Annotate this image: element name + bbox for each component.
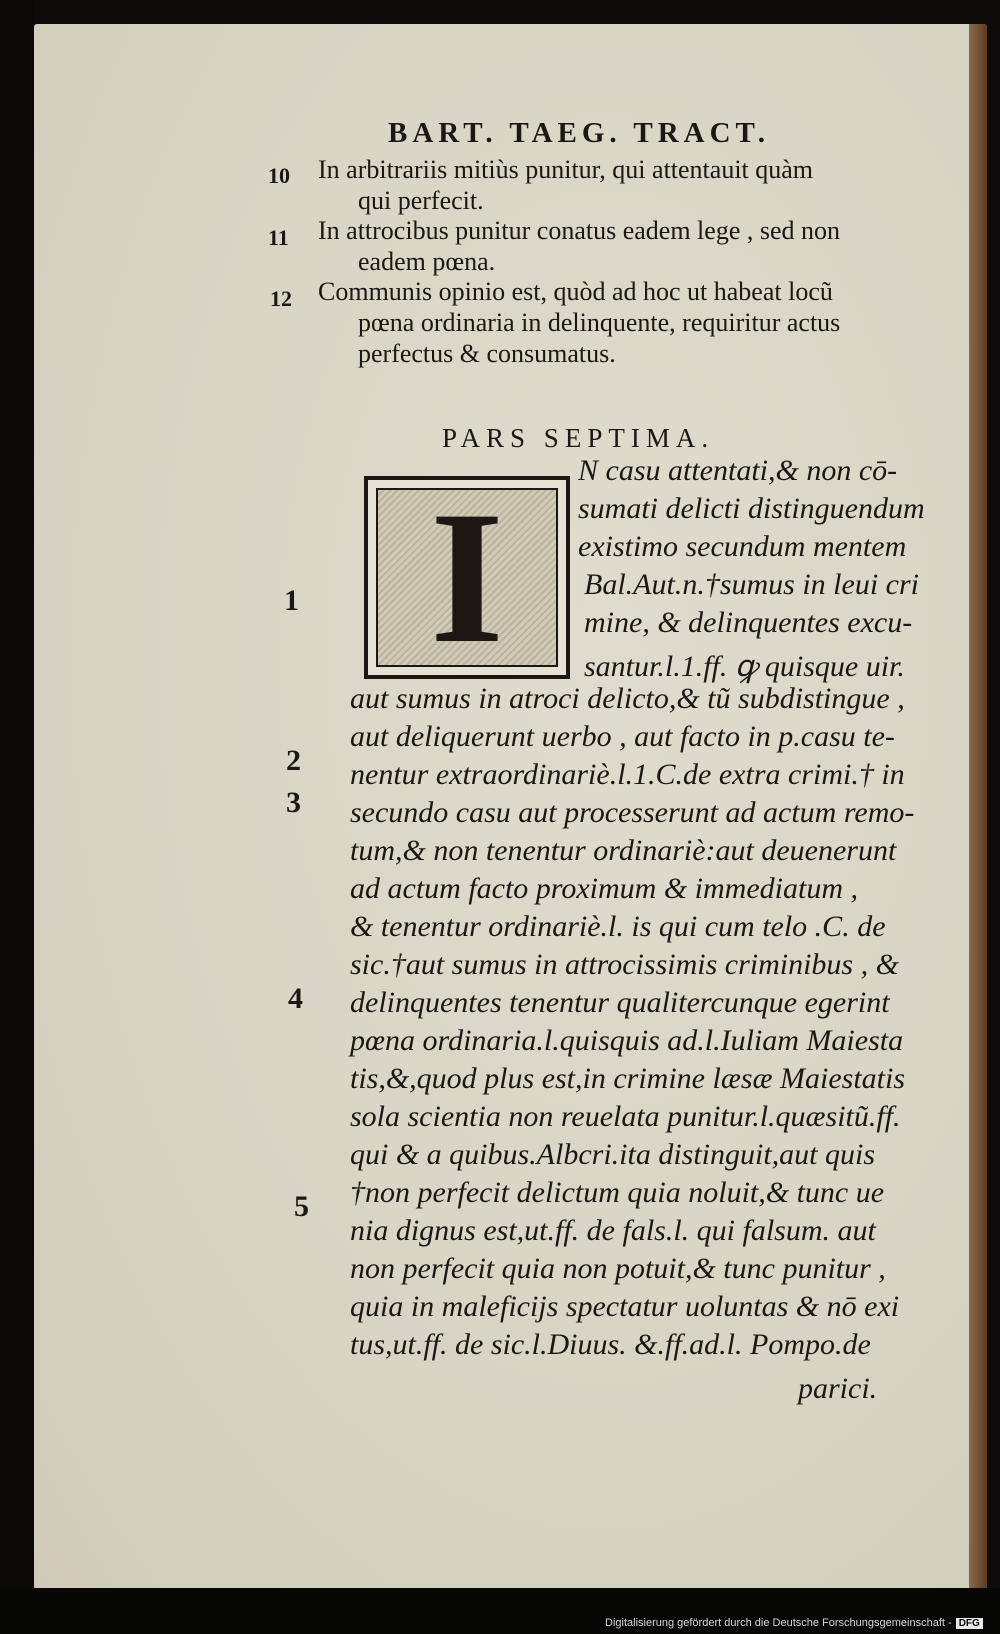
text-line: Bal.Aut.n.†sumus in leui cri (584, 568, 919, 601)
text-line: aut sumus in atroci delicto,& tũ subdistingue , (350, 682, 905, 715)
summary-line: qui perfecit. (358, 186, 484, 215)
left-background (0, 0, 34, 1634)
margin-number: 1 (284, 584, 299, 617)
margin-number: 4 (288, 982, 303, 1015)
text-line: parici. (798, 1372, 878, 1405)
decorated-initial (364, 472, 570, 683)
margin-number: 5 (294, 1190, 309, 1223)
text-line: quia in maleficijs spectatur uoluntas & nō exi (350, 1290, 900, 1323)
margin-number: 3 (286, 786, 301, 819)
summary-line: Communis opinio est, quòd ad hoc ut habeat locũ (318, 277, 833, 306)
text-line: secundo casu aut processerunt ad actum remo- (350, 796, 915, 829)
text-line: mine, & delinquentes excu- (584, 606, 913, 639)
summary-line: eadem pœna. (358, 247, 496, 276)
text-line: tum,& non tenentur ordinariè:aut deuenerunt (350, 834, 897, 867)
summary-number: 10 (268, 163, 290, 188)
section-title: PARS SEPTIMA. (442, 423, 715, 453)
book-edge (969, 24, 987, 1590)
text-line: non perfecit quia non potuit,& tunc punitur , (350, 1252, 886, 1285)
text-line: aut deliquerunt uerbo , aut facto in p.casu te- (350, 720, 895, 753)
text-line: sumati delicti distinguendum (578, 492, 925, 525)
initial-letter: I (430, 472, 504, 683)
summary-line: In attrocibus punitur conatus eadem lege , sed non (318, 216, 841, 245)
margin-number: 2 (286, 744, 301, 777)
text-line: ad actum facto proximum & immediatum , (350, 872, 858, 905)
summary-line: pœna ordinaria in delinquente, requiritur actus (358, 308, 841, 337)
text-line: existimo secundum mentem (578, 530, 907, 563)
text-line: N casu attentati,& non cō- (578, 454, 898, 487)
text-line: nentur extraordinariè.l.1.C.de extra crimi.† in (350, 758, 905, 791)
summary-line: In arbitrariis mitiùs punitur, qui attentauit quàm (318, 155, 814, 184)
footer-text: Digitalisierung gefördert durch die Deutsche Forschungsgemeinschaft - (605, 1617, 952, 1629)
text-line: sola scientia non reuelata punitur.l.quæsitũ.ff. (350, 1100, 901, 1133)
text-line: sic.†aut sumus in attrocissimis criminibus , & (350, 948, 899, 981)
text-line: qui & a quibus.Albcri.ita distinguit,aut quis (350, 1138, 876, 1171)
text-line: delinquentes tenentur qualitercunque egerint (350, 986, 890, 1019)
text-line: tis,&,quod plus est,in crimine læsæ Maiestatis (350, 1062, 906, 1095)
running-head: BART. TAEG. TRACT. (388, 117, 770, 149)
footer-credit (605, 1617, 983, 1629)
text-line: pœna ordinaria.l.quisquis ad.l.Iuliam Maiesta (350, 1024, 904, 1057)
summary-number: 11 (268, 225, 289, 250)
summary-number: 12 (270, 286, 292, 311)
text-line: tus,ut.ff. de sic.l.Diuus. &.ff.ad.l. Pompo.de (350, 1328, 871, 1361)
text-line: santur.l.1.ff. ꝙ quisque uir. (584, 650, 905, 683)
text-line: nia dignus est,ut.ff. de fals.l. qui falsum. aut (350, 1214, 876, 1247)
text-line: & tenentur ordinariè.l. is qui cum telo .C. de (350, 910, 886, 943)
summary-line: perfectus & consumatus. (358, 339, 616, 368)
dfg-logo: DFG (956, 1618, 983, 1629)
text-line: †non perfecit delictum quia noluit,& tunc ue (350, 1176, 885, 1209)
